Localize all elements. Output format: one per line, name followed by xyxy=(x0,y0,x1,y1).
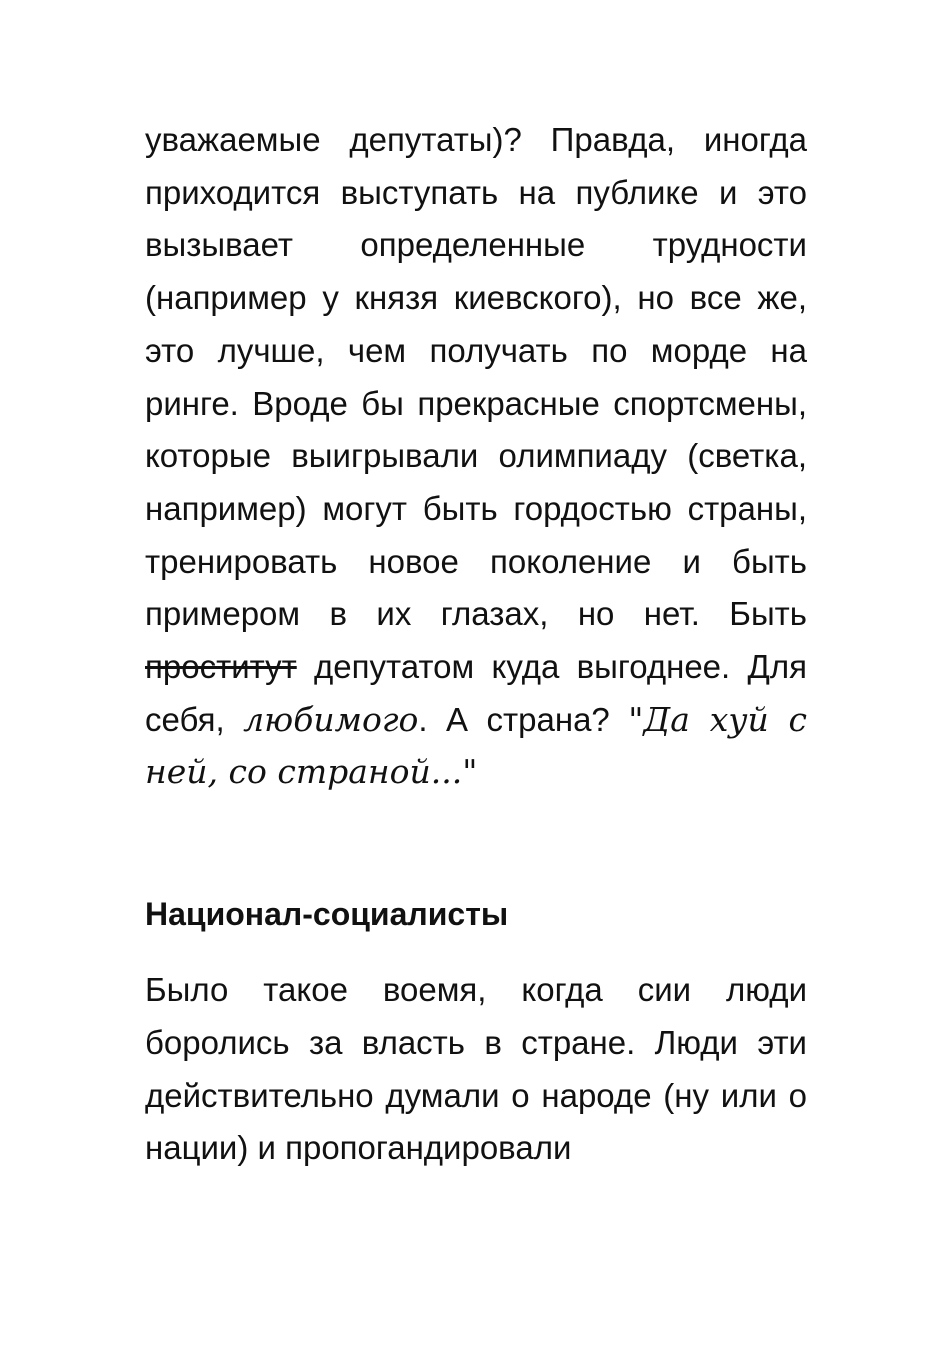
paragraph-text: депутатом куда выгоднее. Для себя, xyxy=(145,648,807,738)
paragraph-text: . А страна? xyxy=(418,700,629,738)
italic-quote: "Да хуй с ней, со страной..." xyxy=(145,699,807,792)
paragraph-text: уважаемые депутаты)? Правда, иногда приходится выступать на публике и это вызывает определенные трудности (например у князя киевского), но все же, это лучше, чем получать по морде на ринге. Вроде бы прекрасные спортсмены, которые выигрывали олимпиаду (светка, например) могут быть гордостью страны, тренировать новое поколение и быть примером в их глазах, но нет. Быть xyxy=(145,121,807,633)
body-paragraph: Было такое воемя, когда сии люди боролись за власть в стране. Люди эти действительно думали о народе (ну или о нации) и пропогандировали xyxy=(145,971,807,1167)
italic-word: любимого xyxy=(243,699,419,739)
body-paragraph xyxy=(145,114,807,799)
struck-through-word: проститут xyxy=(145,648,297,686)
section-heading: Национал-социалисты xyxy=(145,896,509,933)
document-page xyxy=(145,114,807,1175)
